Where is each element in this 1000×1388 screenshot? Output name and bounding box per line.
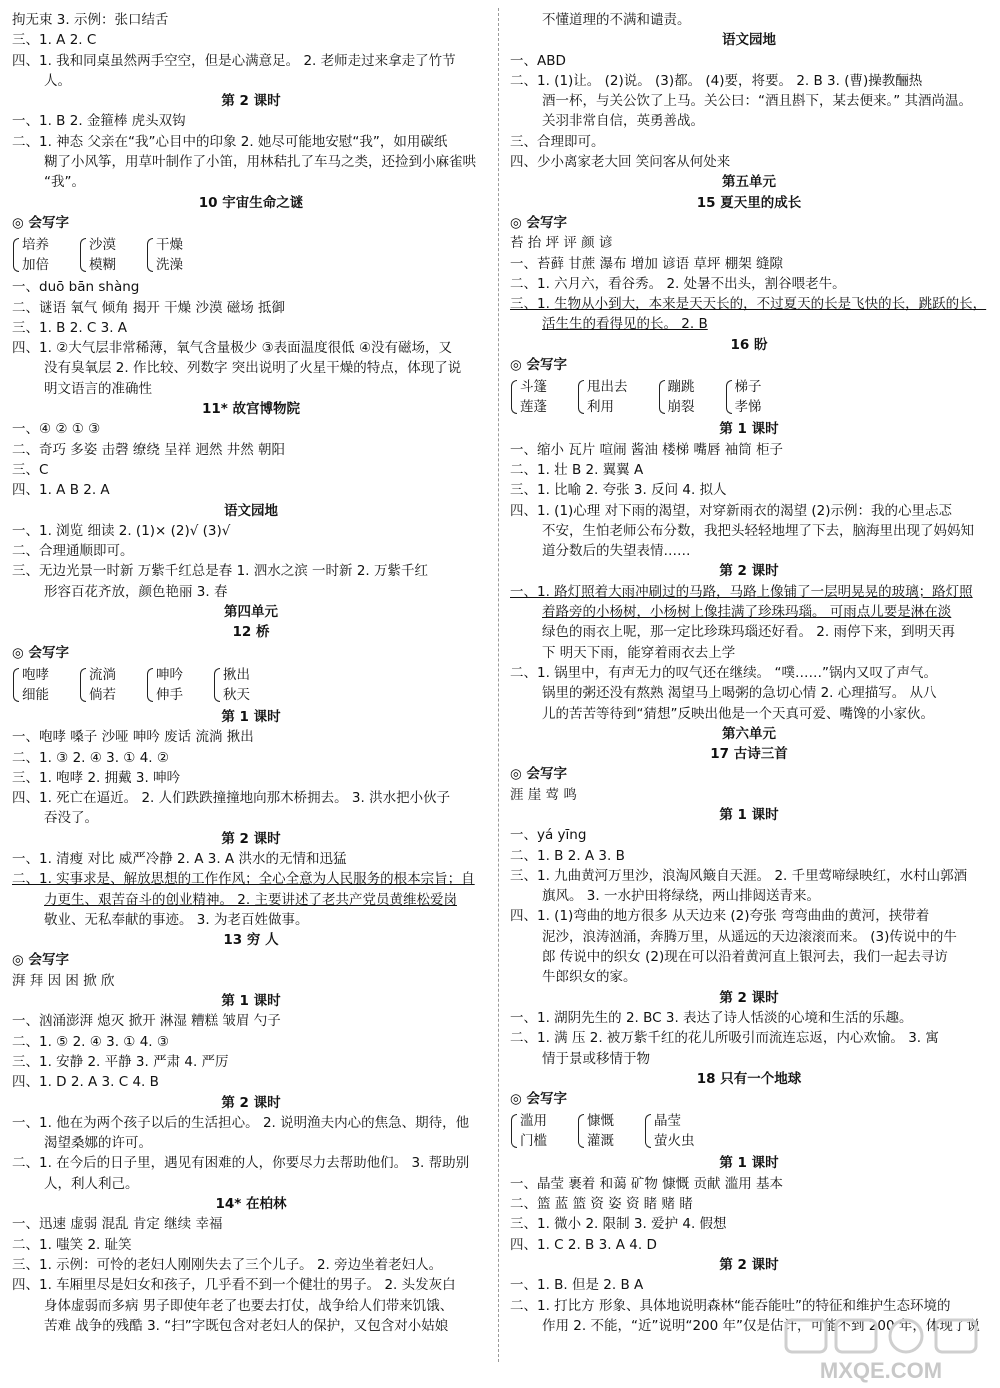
answer-line: 三、1. 九曲黄河万里沙，浪淘风簸自天涯。 2. 千里莺啼绿映红，水村山郭酒 xyxy=(510,867,968,884)
word: 模糊 xyxy=(89,257,116,274)
answer-line: 二、1. 嗤笑 2. 耻笑 xyxy=(12,1236,132,1253)
word: 咆哮 xyxy=(22,666,49,683)
answer-line: 一、ABD xyxy=(510,52,566,69)
section-heading: 第 1 课时 xyxy=(719,1155,779,1172)
answer-line-continued: 人，利人利己。 xyxy=(44,1175,139,1192)
word: 倘若 xyxy=(89,686,116,703)
subsection-label: ◎ 会写字 xyxy=(12,214,69,231)
answer-line: 三、1. 示例：可怜的老妇人刚刚失去了三个儿子。 2. 旁边坐着老妇人。 xyxy=(12,1256,443,1273)
section-heading: 第 1 课时 xyxy=(221,993,281,1010)
left-column xyxy=(12,10,490,1336)
answer-line-continued: 旗风。 3. 一水护田将绿绕，两山排闼送青来。 xyxy=(542,888,820,905)
answer-line-continued: 活生生的看得见的长。 2. B xyxy=(542,316,708,333)
answer-line: 二、1. 打比方 形象、具体地说明森林“能吞能吐”的特征和维护生态环境的 xyxy=(510,1297,951,1314)
section-heading: 第 2 课时 xyxy=(221,1094,281,1111)
word: 孝悌 xyxy=(734,399,762,416)
answer-line-continued: 关羽非常自信，英勇善战。 xyxy=(542,113,704,130)
word: 慷慨 xyxy=(587,1113,614,1130)
answer-line: 二、合理通顺即可。 xyxy=(12,543,134,560)
word-group-row xyxy=(12,235,490,275)
answer-line: 四、1. D 2. A 3. C 4. B xyxy=(12,1074,159,1091)
word-group-row xyxy=(12,665,490,705)
section-heading: 10 宇宙生命之谜 xyxy=(198,194,304,211)
subsection-label: ◎ 会写字 xyxy=(510,357,567,374)
word-group-row xyxy=(510,1111,988,1151)
answer-line: 二、1. ③ 2. ④ 3. ① 4. ② xyxy=(12,749,169,766)
word-brace-group xyxy=(12,235,49,275)
word: 培养 xyxy=(22,237,49,254)
answer-line-continued: 下 明天下雨，能穿着雨衣去上学 xyxy=(542,644,736,661)
answer-line: 一、缩小 瓦片 喧闹 酱油 楼梯 嘴唇 袖筒 柜子 xyxy=(510,441,784,458)
word-brace-group xyxy=(146,235,183,275)
answer-line-continued: 人。 xyxy=(44,72,71,89)
section-heading: 18 只有一个地球 xyxy=(696,1070,802,1087)
answer-line: 一、1. B. 但是 2. B A xyxy=(510,1277,644,1294)
word: 秋天 xyxy=(223,686,250,703)
word: 莲蓬 xyxy=(520,399,547,416)
word: 细能 xyxy=(22,686,49,703)
answer-line: 二、1. 锅里中，有声无力的叹气还在继续。 “噗……”锅内又叹了声气。 xyxy=(510,664,937,681)
answer-line: 二、1. ⑤ 2. ④ 3. ① 4. ③ xyxy=(12,1033,169,1050)
subsection-label: ◎ 会写字 xyxy=(12,952,69,969)
section-heading: 11* 故宫博物院 xyxy=(201,401,301,418)
word: 揪出 xyxy=(223,666,250,683)
answer-line-continued: 不安，生怕老师公布分数，我把头轻轻地埋了下去，脑海里出现了妈妈知 xyxy=(542,522,974,539)
answer-line-continued: 泥沙，浪涛汹涌，奔腾万里，从遥远的天边滚滚而来。 (3)传说中的牛 xyxy=(542,928,957,945)
answer-line: 四、少小离家老大回 笑问客从何处来 xyxy=(510,154,731,171)
watermark-logo xyxy=(776,1316,986,1386)
answer-line-continued: 渴望桑娜的许可。 xyxy=(44,1135,152,1152)
section-heading: 12 桥 xyxy=(232,624,270,641)
section-heading: 第 1 课时 xyxy=(221,708,281,725)
section-heading: 第 2 课时 xyxy=(719,1256,779,1273)
word-brace-group xyxy=(577,377,628,417)
word: 加倍 xyxy=(22,257,49,274)
answer-line-continued: 形容百花齐放，颜色艳丽 3. 春 xyxy=(44,583,228,600)
word: 利用 xyxy=(587,399,614,416)
answer-line-continued: 儿的苦苦等待到“猜想”反映出他是一个天真可爱、嘴馋的小家伙。 xyxy=(542,705,934,722)
answer-line-continued: 不懂道理的不满和谴责。 xyxy=(542,12,691,28)
answer-line-continued: 作用 2. 不能，“近”说明“200 年”仅是估计，可能不到 200 年，体现了说 xyxy=(542,1317,980,1334)
answer-line: 三、C xyxy=(12,461,49,478)
answer-line: 二、1. 在今后的日子里，遇见有困难的人，你要尽力去帮助他们。 3. 帮助别 xyxy=(12,1155,470,1172)
answer-line: 一、咆哮 嗓子 沙哑 呻吟 废话 流淌 揪出 xyxy=(12,729,254,746)
answer-line: 三、1. B 2. C 3. A xyxy=(12,319,128,336)
answer-line: 四、1. (1)心理 对下雨的渴望，对穿新雨衣的渴望 (2)示例：我的心里忐忑 xyxy=(510,502,952,519)
section-heading: 第四单元 xyxy=(224,604,278,621)
section-heading: 第 2 课时 xyxy=(719,563,779,580)
word-brace-group xyxy=(577,1111,614,1151)
word: 伸手 xyxy=(156,686,183,703)
answer-line: 四、1. (1)弯曲的地方很多 从天边来 (2)夸张 弯弯曲曲的黄河，挟带着 xyxy=(510,908,930,925)
word: 干燥 xyxy=(156,237,183,254)
answer-line: 二、1. (1)让。 (2)说。 (3)都。 (4)要，将要。 2. B 3. (曹)操教酾热 xyxy=(510,72,923,89)
word-brace-group xyxy=(79,235,116,275)
answer-line: 二、1. B 2. A 3. B xyxy=(510,847,625,864)
word: 崩裂 xyxy=(667,399,695,416)
section-heading: 14* 在柏林 xyxy=(215,1196,287,1213)
answer-line: 二、1. 满 压 2. 被万紫千红的花儿所吸引而流连忘返，内心欢愉。 3. 寓 xyxy=(510,1030,939,1047)
word: 门槛 xyxy=(520,1133,547,1150)
answer-line-continued: 吞没了。 xyxy=(44,810,98,827)
answer-line-continued: 道分数后的失望表情…… xyxy=(542,543,691,560)
answer-line: 三、无边光景一时新 万紫千红总是春 1. 泗水之滨 一时新 2. 万紫千红 xyxy=(12,563,429,580)
word: 斗篷 xyxy=(520,379,547,396)
answer-line: 一、1. 他在为两个孩子以后的生活担心。 2. 说明渔夫内心的焦急、期待，他 xyxy=(12,1114,470,1131)
answer-line: 四、1. 死亡在逼近。 2. 人们跌跌撞撞地向那木桥拥去。 3. 洪水把小伙子 xyxy=(12,790,451,807)
word: 甩出去 xyxy=(587,379,628,396)
answer-line: 二、1. 壮 B 2. 翼翼 A xyxy=(510,461,644,478)
word-brace-group xyxy=(213,665,250,705)
answer-line: 三、1. 比喻 2. 夸张 3. 反问 4. 拟人 xyxy=(510,482,727,499)
answer-line: 二、1. 六月六，看谷秀。 2. 处暑不出头，割谷喂老牛。 xyxy=(510,275,846,292)
word-brace-group xyxy=(510,1111,547,1151)
word-brace-group xyxy=(725,377,762,417)
word: 流淌 xyxy=(89,666,116,683)
answer-line: 二、1. 神态 父亲在“我”心目中的印象 2. 她尽可能地安慰“我”，如用碳纸 xyxy=(12,133,448,150)
answer-line: 三、1. A 2. C xyxy=(12,32,97,49)
answer-line: 三、合理即可。 xyxy=(510,133,605,150)
word: 灌溉 xyxy=(587,1133,614,1150)
answer-line-continued: 郎 传说中的织女 (2)现在可以沿着黄河直上银河去，我们一起去寻访 xyxy=(542,949,948,966)
answer-line: 四、1. C 2. B 3. A 4. D xyxy=(510,1236,657,1253)
answer-line: 二、谜语 氧气 倾角 揭开 干燥 沙漠 磁场 抵御 xyxy=(12,299,286,316)
section-heading: 语文园地 xyxy=(224,502,278,519)
answer-line: 苔 抬 坪 评 颜 谚 xyxy=(510,235,613,252)
section-heading: 第六单元 xyxy=(722,725,776,742)
answer-line-continued: 没有臭氧层 2. 作比较、列数字 突出说明了火星干燥的特点，体现了说 xyxy=(44,360,462,377)
answer-line-continued: 绿色的雨衣上呢，那一定比珍珠玛瑙还好看。 2. 雨停下来，到明天再 xyxy=(542,624,955,641)
word: 沙漠 xyxy=(89,237,116,254)
section-heading: 15 夏天里的成长 xyxy=(696,194,802,211)
word: 梯子 xyxy=(734,379,762,396)
word-brace-group xyxy=(12,665,49,705)
section-heading: 第 2 课时 xyxy=(221,830,281,847)
answer-line: 三、1. 安静 2. 平静 3. 严肃 4. 严厉 xyxy=(12,1053,229,1070)
word-group-row xyxy=(510,377,988,417)
word: 呻吟 xyxy=(156,666,183,683)
svg-text:MXQE.COM: MXQE.COM xyxy=(819,1358,943,1383)
word-brace-group xyxy=(658,377,695,417)
answer-line-continued: 糊了小风筝，用草叶制作了小笛，用林秸扎了车马之类，还捡到小麻雀哄 xyxy=(44,154,476,171)
subsection-label: ◎ 会写字 xyxy=(510,766,567,783)
section-heading: 13 穷 人 xyxy=(223,932,279,949)
answer-line-continued: 酒一杯，与关公饮了上马。关公曰：“酒且斟下，某去便来。” 其酒尚温。 xyxy=(542,93,973,110)
section-heading: 第 2 课时 xyxy=(719,989,779,1006)
answer-line: 四、1. ②大气层非常稀薄，氧气含量极少 ③表面温度很低 ④没有磁场，又 xyxy=(12,340,453,357)
right-column xyxy=(510,10,988,1336)
word-brace-group xyxy=(644,1111,695,1151)
answer-line: 三、1. 生物从小到大，本来是天天长的，不过夏天的长是飞快的长，跳跃的长， xyxy=(510,296,987,313)
subsection-label: ◎ 会写字 xyxy=(510,214,567,231)
answer-line-continued: 锅里的粥还没有熬熟 渴望马上喝粥的急切心情 2. 心理描写。 从八 xyxy=(542,685,937,702)
answer-line: 一、yá yīng xyxy=(510,827,587,844)
word-brace-group xyxy=(79,665,116,705)
answer-line: 拘无束 3. 示例：张口结舌 xyxy=(12,12,169,28)
answer-line: 涯 崖 莺 鸣 xyxy=(510,786,577,803)
answer-line-continued: 敬业、无私奉献的事迹。 3. 为老百姓做事。 xyxy=(44,911,309,928)
answer-line: 一、④ ② ① ③ xyxy=(12,421,101,438)
section-heading: 第五单元 xyxy=(722,174,776,191)
word: 蹦跳 xyxy=(667,379,695,396)
answer-line: 四、1. A B 2. A xyxy=(12,482,110,499)
answer-line: 二、篮 蓝 篮 资 姿 资 睹 赌 睹 xyxy=(510,1196,693,1213)
subsection-label: ◎ 会写字 xyxy=(510,1091,567,1108)
answer-line: 一、迅速 虚弱 混乱 肯定 继续 幸福 xyxy=(12,1216,223,1233)
answer-line-continued: 牛郎织女的家。 xyxy=(542,969,637,986)
answer-line-continued: 力更生、艰苦奋斗的创业精神。 2. 主要讲述了老共产党员黄维松爱岗 xyxy=(44,891,457,908)
answer-line: 四、1. 我和同桌虽然两手空空，但是心满意足。 2. 老师走过来拿走了竹节 xyxy=(12,52,456,69)
answer-line-continued: 明文语言的准确性 xyxy=(44,380,152,397)
answer-line-continued: 着路旁的小杨树，小杨树上像挂满了珍珠玛瑙。 可雨点儿要是淋在淡 xyxy=(542,604,952,621)
answer-line: 四、1. 车厢里尽是妇女和孩子，几乎看不到一个健壮的男子。 2. 头发灰白 xyxy=(12,1277,456,1294)
answer-line: 一、晶莹 裹着 和蔼 矿物 慷慨 贡献 滥用 基本 xyxy=(510,1175,784,1192)
answer-line: 一、1. 浏览 细读 2. (1)× (2)√ (3)√ xyxy=(12,522,231,539)
answer-line: 一、1. 清瘦 对比 威严冷静 2. A 3. A 洪水的无情和迅猛 xyxy=(12,850,347,867)
word: 晶莹 xyxy=(654,1113,681,1130)
word: 滥用 xyxy=(520,1113,547,1130)
section-heading: 语文园地 xyxy=(722,32,776,49)
answer-line: 一、1. 湖阴先生的 2. BC 3. 表达了诗人恬淡的心境和生活的乐趣。 xyxy=(510,1009,913,1026)
answer-line: 一、1. 路灯照着大雨冲刷过的马路，马路上像铺了一层明晃晃的玻璃；路灯照 xyxy=(510,583,973,600)
column-divider xyxy=(498,8,499,1362)
answer-line: 湃 拜 因 困 掀 欣 xyxy=(12,972,115,989)
answer-line: 二、奇巧 多姿 击磬 缭绕 呈祥 迥然 井然 朝阳 xyxy=(12,441,286,458)
answer-line-continued: 身体虚弱而多病 男子即使年老了也要去打仗，战争给人们带来饥饿、 xyxy=(44,1297,454,1314)
answer-line: 三、1. 咆哮 2. 拥戴 3. 呻吟 xyxy=(12,769,181,786)
answer-line-continued: “我”。 xyxy=(44,174,85,191)
section-heading: 第 1 课时 xyxy=(719,421,779,438)
word: 萤火虫 xyxy=(654,1133,695,1150)
word-brace-group xyxy=(510,377,547,417)
section-heading: 第 1 课时 xyxy=(719,806,779,823)
section-heading: 17 古诗三首 xyxy=(710,746,788,763)
answer-line: 三、1. 微小 2. 限制 3. 爱护 4. 假想 xyxy=(510,1216,727,1233)
answer-line: 一、1. B 2. 金箍棒 虎头双钩 xyxy=(12,113,186,130)
section-heading: 16 盼 xyxy=(730,336,768,353)
answer-line: 一、duō bān shàng xyxy=(12,279,140,296)
answer-line: 一、苔藓 甘蔗 瀑布 增加 谚语 草坪 棚架 缝隙 xyxy=(510,255,784,272)
word-brace-group xyxy=(146,665,183,705)
word: 洗澡 xyxy=(156,257,183,274)
answer-line: 二、1. 实事求是、解放思想的工作作风；全心全意为人民服务的根本宗旨；自 xyxy=(12,871,475,888)
answer-line-continued: 情于景或移情于物 xyxy=(542,1050,650,1067)
section-heading: 第 2 课时 xyxy=(221,93,281,110)
answer-line: 一、汹涌澎湃 熄灭 掀开 淋湿 糟糕 皱眉 勺子 xyxy=(12,1013,281,1030)
subsection-label: ◎ 会写字 xyxy=(12,644,69,661)
answer-line-continued: 苦难 战争的残酷 3. “扫”字既包含对老妇人的保护，又包含对小姑娘 xyxy=(44,1317,449,1334)
